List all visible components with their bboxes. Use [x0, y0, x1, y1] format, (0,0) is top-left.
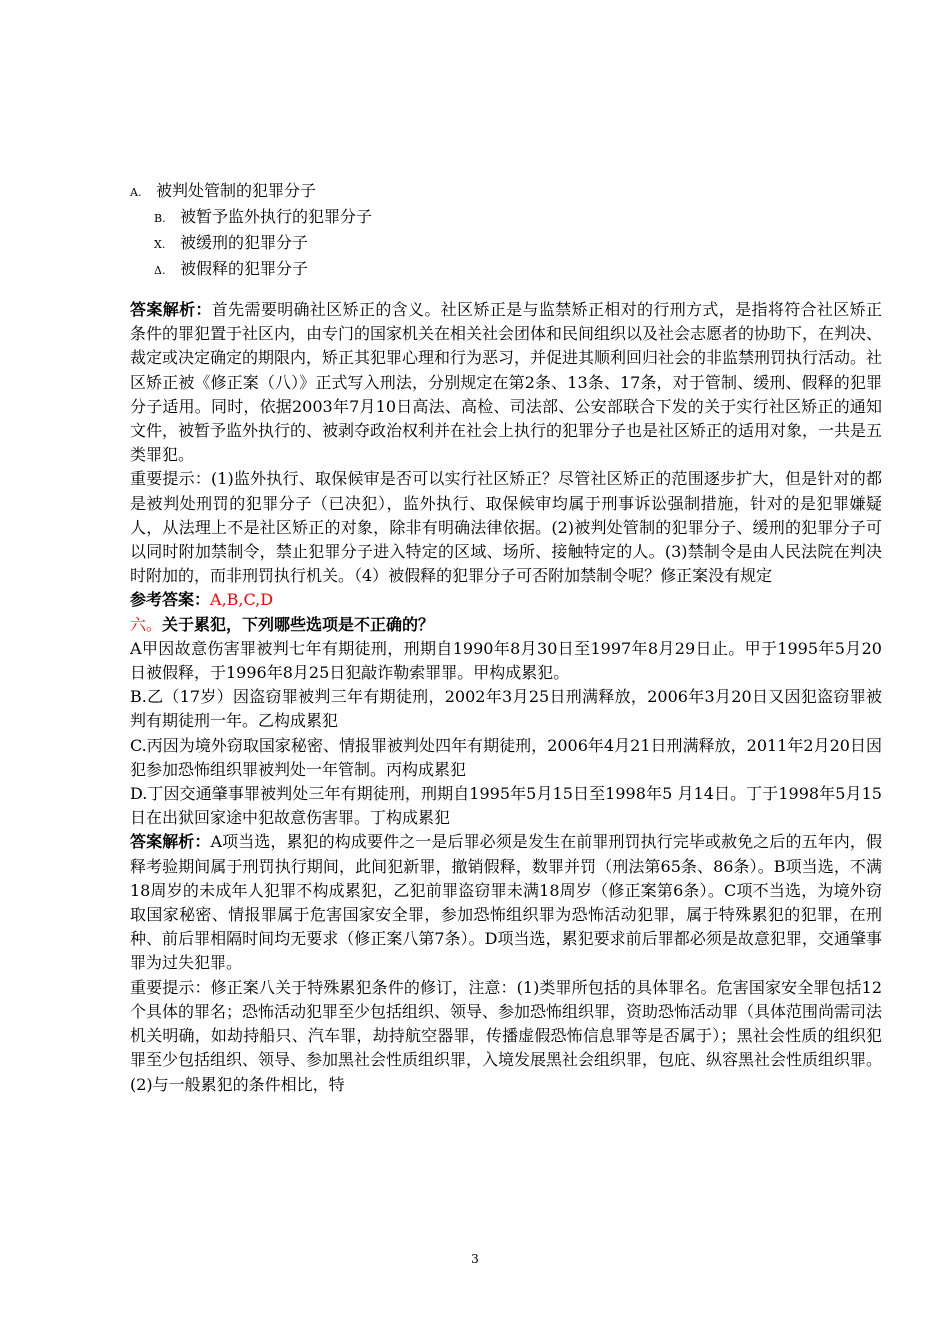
option-label: X.: [154, 238, 166, 251]
option-label: B.: [154, 212, 166, 225]
analysis-label: 答案解析：: [130, 300, 212, 319]
answer-label: 参考答案：: [130, 590, 211, 610]
option-text: 被缓刑的犯罪分子: [180, 233, 309, 252]
q5-options-list: [130, 178, 830, 282]
document-body: [130, 298, 882, 1097]
option-text: 被假释的犯罪分子: [180, 259, 309, 278]
option-label: Δ.: [154, 264, 166, 277]
option-text: 被判处管制的犯罪分子: [156, 181, 317, 200]
q6-option-d: D.丁因交通肇事罪被判处三年有期徒刑，刑期自1995年5月15日至1998年5 月14日。丁于1998年5月15日在出狱回家途中犯故意伤害罪。丁构成累犯: [130, 784, 882, 828]
q5-option-a: [130, 178, 830, 204]
analysis-label: 答案解析：: [130, 832, 211, 852]
question-number: 六。: [130, 614, 163, 634]
question-text: 关于累犯，下列哪些选项是不正确的？: [162, 614, 435, 634]
q5-option-d: [130, 256, 830, 282]
q5-answer: [130, 588, 882, 612]
q6-option-c: C.丙因为境外窃取国家秘密、情报罪被判处四年有期徒刑，2006年4月21日刑满释放，2011年2月20日因犯参加恐怖组织罪被判处一年管制。丙构成累犯: [130, 735, 882, 779]
q6-title: [130, 613, 882, 637]
q5-tip: 重要提示：(1)监外执行、取保候审是否可以实行社区矫正？尽管社区矫正的范围逐步扩大，但是针对的都是被判处刑罚的犯罪分子（已决犯），监外执行、取保候审均属于刑事诉讼强制措施，针对的是犯罪嫌疑人，从法理上不是社区矫正的对象，除非有明确法律依据。(2)被判处管制的犯罪分子、缓刑的犯罪分子可以同时附加禁制令，禁止犯罪分子进入特定的区域、场所、接触特定的人。(3)禁制令是由人民法院在判决时附加的，而非刑罚执行机关。（4）被假释的犯罪分子可否附加禁制令呢？修正案没有规定: [130, 469, 882, 586]
page-number: 3: [471, 1252, 479, 1266]
answer-value: A,B,C,D: [210, 590, 274, 610]
option-label: A.: [130, 186, 142, 199]
q5-analysis: [130, 298, 882, 467]
q6-option-a: A甲因故意伤害罪被判七年有期徒刑，刑期自1990年8月30日至1997年8月29日止。甲于1995年5月20日被假释，于1996年8月25日犯敲诈勒索罪罪。甲构成累犯。: [130, 638, 882, 683]
analysis-text: 首先需要明确社区矫正的含义。社区矫正是与监禁矫正相对的行刑方式，是指将符合社区矫正条件的罪犯置于社区内，由专门的国家机关在相关社会团体和民间组织以及社会志愿者的协助下，在判决、裁定或决定确定的期限内，矫正其犯罪心理和行为恶习，并促进其顺利回归社会的非监禁刑罚执行活动。社区矫正被《修正案（八）》正式写入刑法，分别规定在第2条、13条、17条，对于管制、缓刑、假释的犯罪分子适用。同时，依据2003年7月10日高法、高检、司法部、公安部联合下发的关于实行社区矫正的通知文件，被暂予监外执行的、被剥夺政治权利并在社会上执行的犯罪分子也是社区矫正的适用对象，一共是五类罪犯。: [130, 300, 883, 465]
option-text: 被暂予监外执行的犯罪分子: [180, 207, 373, 226]
analysis-text: A项当选，累犯的构成要件之一是后罪必须是发生在前罪刑罚执行完毕或赦免之后的五年内，假释考验期间属于刑罚执行期间，此间犯新罪，撤销假释，数罪并罚（刑法第65条、86条）。B项当选，不满18周岁的未成年人犯罪不构成累犯，乙犯前罪盗窃罪未满18周岁（修正案第6条）。C项不当选，为境外窃取国家秘密、情报罪属于危害国家安全罪，参加恐怖组织罪为恐怖活动犯罪，属于特殊累犯的犯罪，在刑种、前后罪相隔时间均无要求（修正案八第7条）。D项当选，累犯要求前后罪都必须是故意犯罪，交通肇事罪为过失犯罪。: [130, 832, 882, 973]
q5-option-c: [130, 230, 830, 256]
q6-option-b: B.乙（17岁）因盗窃罪被判三年有期徒刑，2002年3月25日刑满释放，2006年3月20日又因犯盗窃罪被判有期徒刑一年。乙构成累犯: [130, 687, 882, 731]
q6-tip: 重要提示：修正案八关于特殊累犯条件的修订，注意：(1)类罪所包括的具体罪名。危害国家安全罪包括12个具体的罪名；恐怖活动犯罪至少包括组织、领导、参加恐怖组织罪，资助恐怖活动罪（具体范围尚需司法机关明确，如劫持船只、汽车罪，劫持航空器罪，传播虚假恐怖信息罪等是否属于）；黑社会性质的组织犯罪至少包括组织、领导、参加黑社会性质组织罪，入境发展黑社会组织罪，包庇、纵容黑社会性质组织罪。(2)与一般累犯的条件相比，特: [130, 977, 883, 1094]
q5-option-b: [130, 204, 830, 230]
q6-analysis: [130, 830, 882, 975]
